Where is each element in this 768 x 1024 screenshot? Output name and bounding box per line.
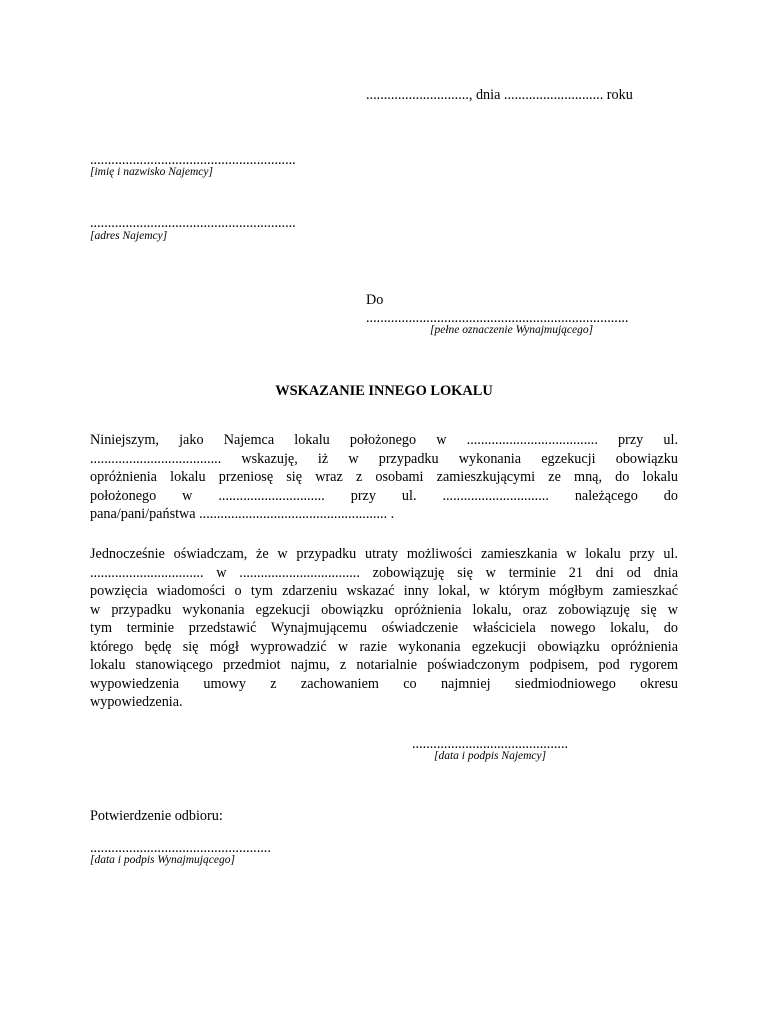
paragraph-2-line: powzięcia wiadomości o tym zdarzeniu wskazać inny lokal, w którym mógłbym zamieszkać: [90, 583, 678, 599]
place-date-line: ............................., dnia ............................ roku: [366, 87, 633, 103]
paragraph-2-line: wypowiedzenia.: [90, 694, 183, 710]
tenant-address-label: [adres Najemcy]: [90, 230, 168, 242]
paragraph-2-line: wypowiedzenia umowy z zachowaniem co najmniej siedmiodniowego okresu: [90, 675, 678, 692]
tenant-name-dots: ..........................................................: [90, 152, 296, 168]
paragraph-1: [90, 431, 678, 524]
tenant-signature-label: [data i podpis Najemcy]: [434, 750, 547, 762]
document-title: WSKAZANIE INNEGO LOKALU: [275, 383, 493, 399]
paragraph-1-line: Niniejszym, jako Najemca lokalu położonego w ..................................... przy ul.: [90, 432, 678, 448]
recipient-label: [pełne oznaczenie Wynajmującego]: [430, 324, 594, 336]
recipient-dots: ..........................................................................: [366, 310, 629, 326]
tenant-signature-dots: ............................................: [412, 736, 569, 752]
paragraph-1-line: pana/pani/państwa ..................................................... .: [90, 506, 395, 522]
paragraph-2-line: tym terminie przedstawić Wynajmującemu oświadczenie właściciela nowego lokalu, do: [90, 620, 678, 636]
paragraph-2-line: Jednocześnie oświadczam, że w przypadku utraty możliwości zamieszkania w lokalu przy ul.: [90, 546, 678, 562]
paragraph-2-line: lokalu stanowiącego przedmiot najmu, z notarialnie poświadczonym podpisem, pod rygorem: [90, 657, 678, 673]
paragraph-2: [90, 545, 678, 712]
paragraph-1-line: położonego w .............................. przy ul. .............................. należącego do: [90, 487, 678, 504]
paragraph-1-line: opróżnienia lokalu przeniosę się wraz z osobami zamieszkującymi ze mną, do lokalu: [90, 469, 678, 485]
paragraph-1-line: ..................................... wskazuję, iż w przypadku wykonania egzekucji obowiązku: [90, 450, 678, 467]
receipt-heading: Potwierdzenie odbioru:: [90, 808, 223, 824]
recipient-to: Do: [366, 292, 384, 308]
tenant-name-label: [imię i nazwisko Najemcy]: [90, 166, 213, 178]
paragraph-2-line: ................................ w .................................. zobowiązuję się w terminie 21 dni od dnia: [90, 564, 678, 581]
receipt-label: [data i podpis Wynajmującego]: [90, 854, 235, 866]
receipt-dots: ...................................................: [90, 840, 271, 856]
paragraph-2-line: którego będę się mógł wyprowadzić w razie wykonania egzekucji obowiązku opróżnienia: [90, 638, 678, 655]
tenant-address-dots: ..........................................................: [90, 215, 296, 231]
paragraph-2-line: w przypadku wykonania egzekucji obowiązku opróżnienia lokalu, oraz zobowiązuję się w: [90, 601, 678, 618]
